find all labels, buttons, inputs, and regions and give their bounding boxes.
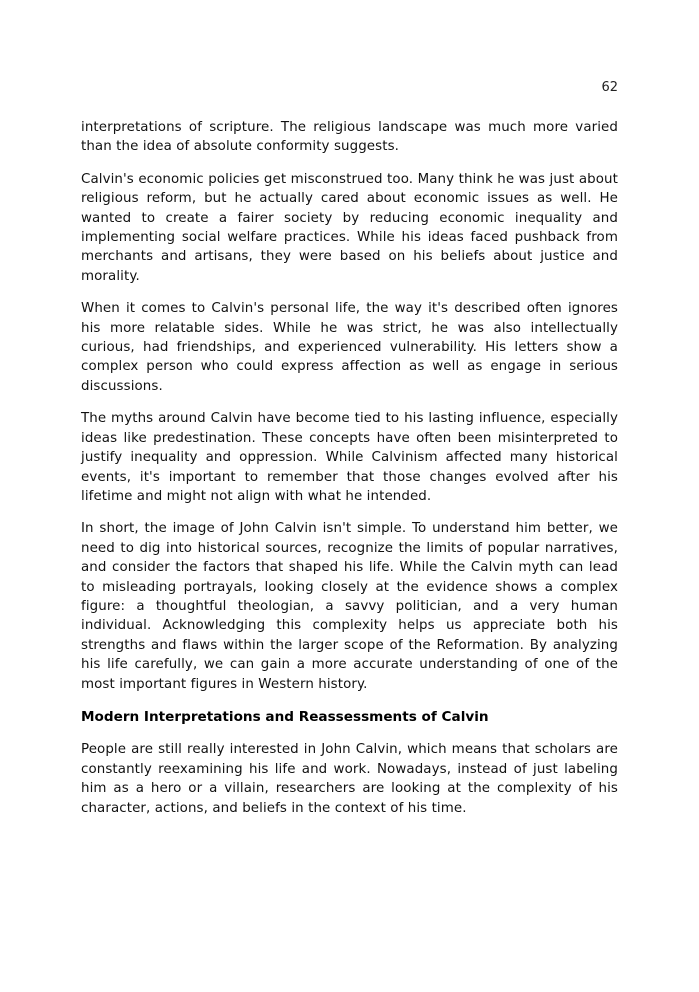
body-paragraph: Calvin's economic policies get misconstrued too. Many think he was just about religious reform, but he actually cared about economic issues as well. He wanted to create a fairer society by reducing economic inequality and implementing social welfare practices. While his ideas faced pushback from merchants and artisans, they were based on his beliefs about justice and morality. — [81, 171, 618, 284]
body-paragraph: The myths around Calvin have become tied to his lasting influence, especially ideas like predestination. These concepts have often been misinterpreted to justify inequality and oppression. While Calvinism affected many historical events, it's important to remember that those changes evolved after his lifetime and might not align with what he intended. — [81, 411, 618, 504]
body-paragraph: People are still really interested in John Calvin, which means that scholars are constantly reexamining his life and work. Nowadays, instead of just labeling him as a hero or a villain, researchers are looking at the complexity of his character, actions, and beliefs in the context of his time. — [81, 742, 618, 816]
body-paragraph: When it comes to Calvin's personal life, the way it's described often ignores his more relatable sides. While he was strict, he was also intellectually curious, had friendships, and experienced vulnerability. His letters show a complex person who could express affection as well as engage in serious discussions. — [81, 301, 618, 394]
body-paragraph: In short, the image of John Calvin isn't simple. To understand him better, we need to dig into historical sources, recognize the limits of popular narratives, and consider the factors that shaped his life. While the Calvin myth can lead to misleading portrayals, looking closely at the evidence shows a complex figure: a thoughtful theologian, a savvy politician, and a very human individual. Acknowledging this complexity helps us appreciate both his strengths and flaws within the larger scope of the Reformation. By analyzing his life carefully, we can gain a more accurate understanding of one of the most important figures in Western history. — [81, 521, 618, 692]
page-number: 62 — [601, 80, 618, 95]
section-heading: Modern Interpretations and Reassessments of Calvin — [81, 708, 489, 725]
page-content — [81, 118, 618, 818]
body-paragraph: interpretations of scripture. The religious landscape was much more varied than the idea of absolute conformity suggests. — [81, 120, 618, 155]
